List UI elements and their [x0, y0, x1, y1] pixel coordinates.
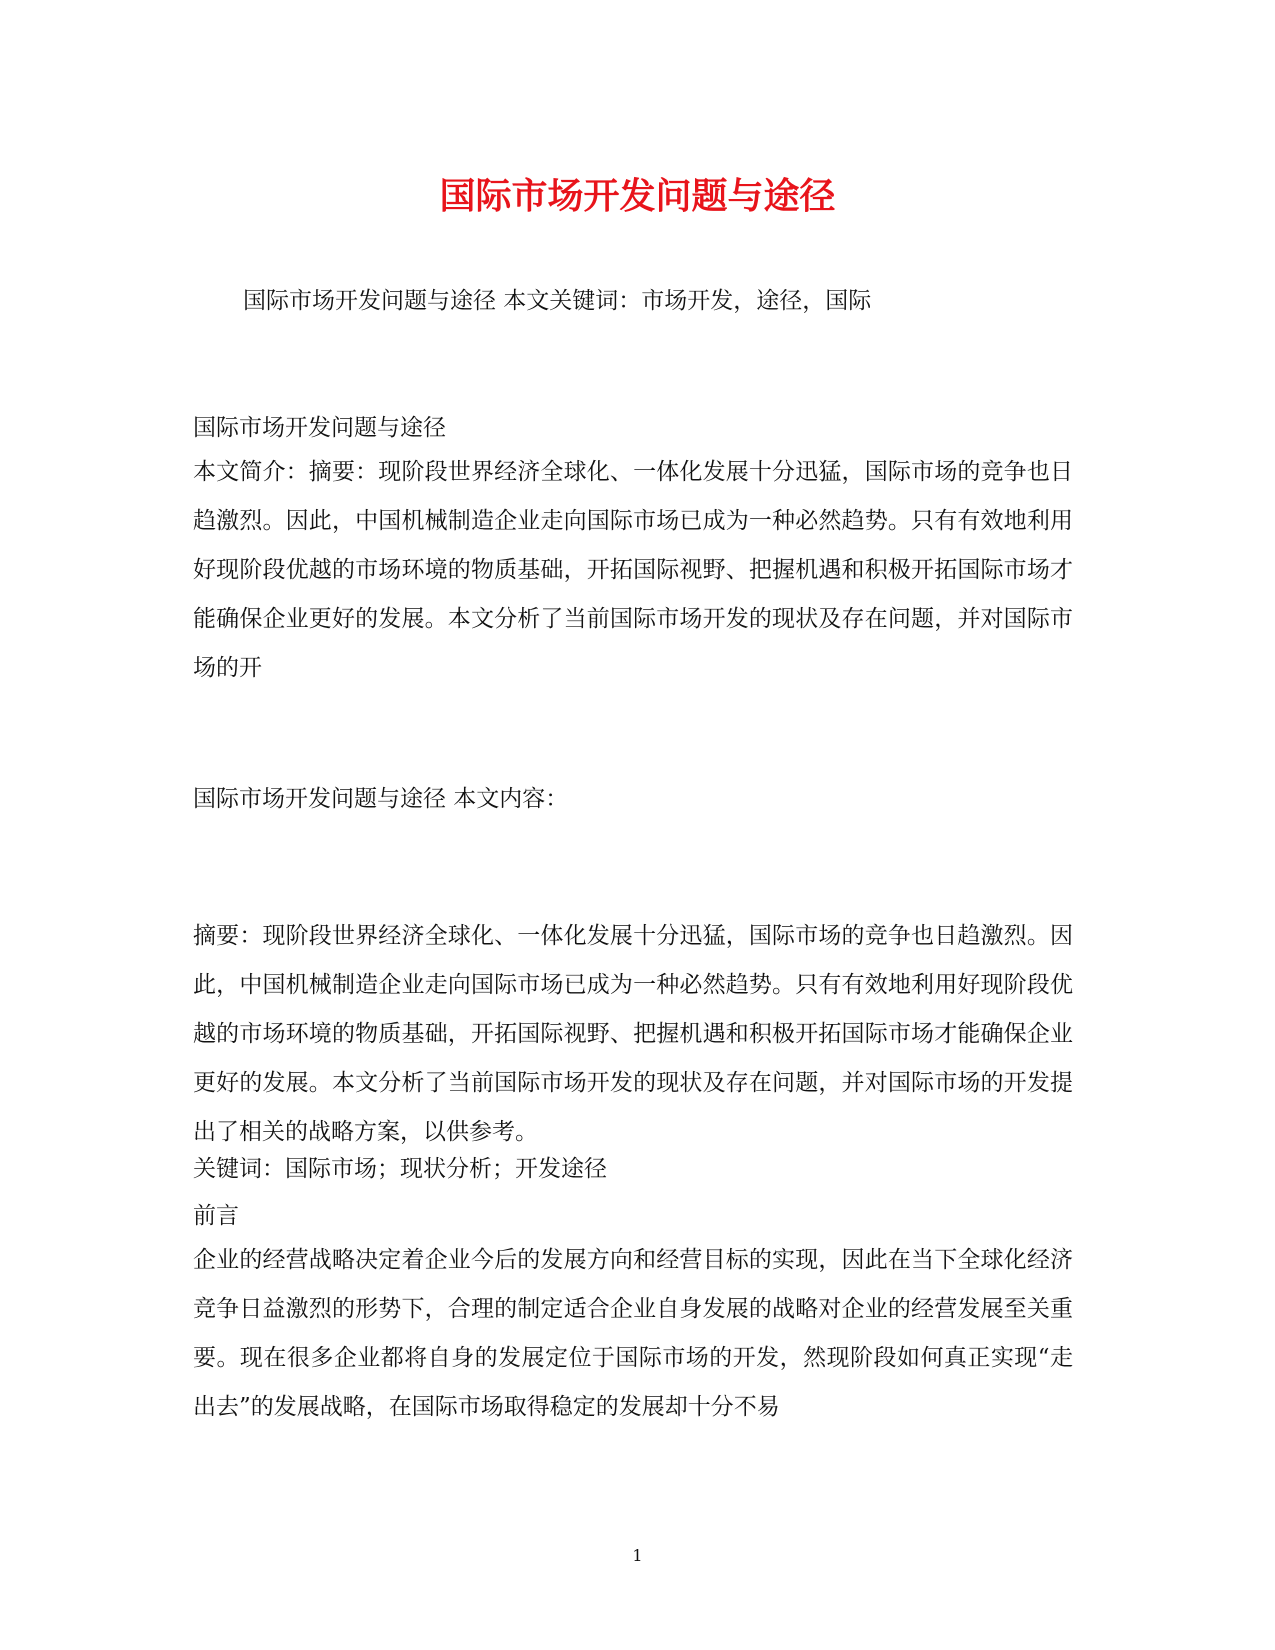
intro-text: 本文简介：摘要：现阶段世界经济全球化、一体化发展十分迅猛，国际市场的竞争也日趋激烈。因此，中国机械制造企业走向国际市场已成为一种必然趋势。只有有效地利用好现阶段优越的市场环境的物质基础，开拓国际视野、把握机遇和积极开拓国际市场才能确保企业更好的发展。本文分析了当前国际市场开发的现状及存在问题，并对国际市场的开 [193, 459, 1073, 681]
section-heading: 国际市场开发问题与途径 [193, 415, 446, 441]
intro-paragraph [193, 448, 1073, 693]
preface-paragraph [193, 1236, 1073, 1432]
abstract-text: 摘要：现阶段世界经济全球化、一体化发展十分迅猛，国际市场的竞争也日趋激烈。因此，中国机械制造企业走向国际市场已成为一种必然趋势。只有有效地利用好现阶段优越的市场环境的物质基础，开拓国际视野、把握机遇和积极开拓国际市场才能确保企业更好的发展。本文分析了当前国际市场开发的现状及存在问题，并对国际市场的开发提出了相关的战略方案，以供参考。 [193, 923, 1073, 1145]
document-title: 国际市场开发问题与途径 [439, 175, 836, 217]
preface-text: 企业的经营战略决定着企业今后的发展方向和经营目标的实现，因此在当下全球化经济竞争日益激烈的形势下，合理的制定适合企业自身发展的战略对企业的经营发展至关重要。现在很多企业都将自身的发展定位于国际市场的开发，然现阶段如何真正实现“走出去”的发展战略，在国际市场取得稳定的发展却十分不易 [193, 1247, 1073, 1420]
abstract-paragraph [193, 912, 1073, 1157]
page-number: 1 [632, 1546, 643, 1565]
preface-heading: 前言 [193, 1203, 239, 1229]
keywords-summary-line: 国际市场开发问题与途径 本文关键词：市场开发，途径，国际 [243, 288, 872, 314]
content-heading: 国际市场开发问题与途径 本文内容： [193, 786, 569, 812]
keywords-line: 关键词：国际市场；现状分析；开发途径 [193, 1156, 607, 1182]
